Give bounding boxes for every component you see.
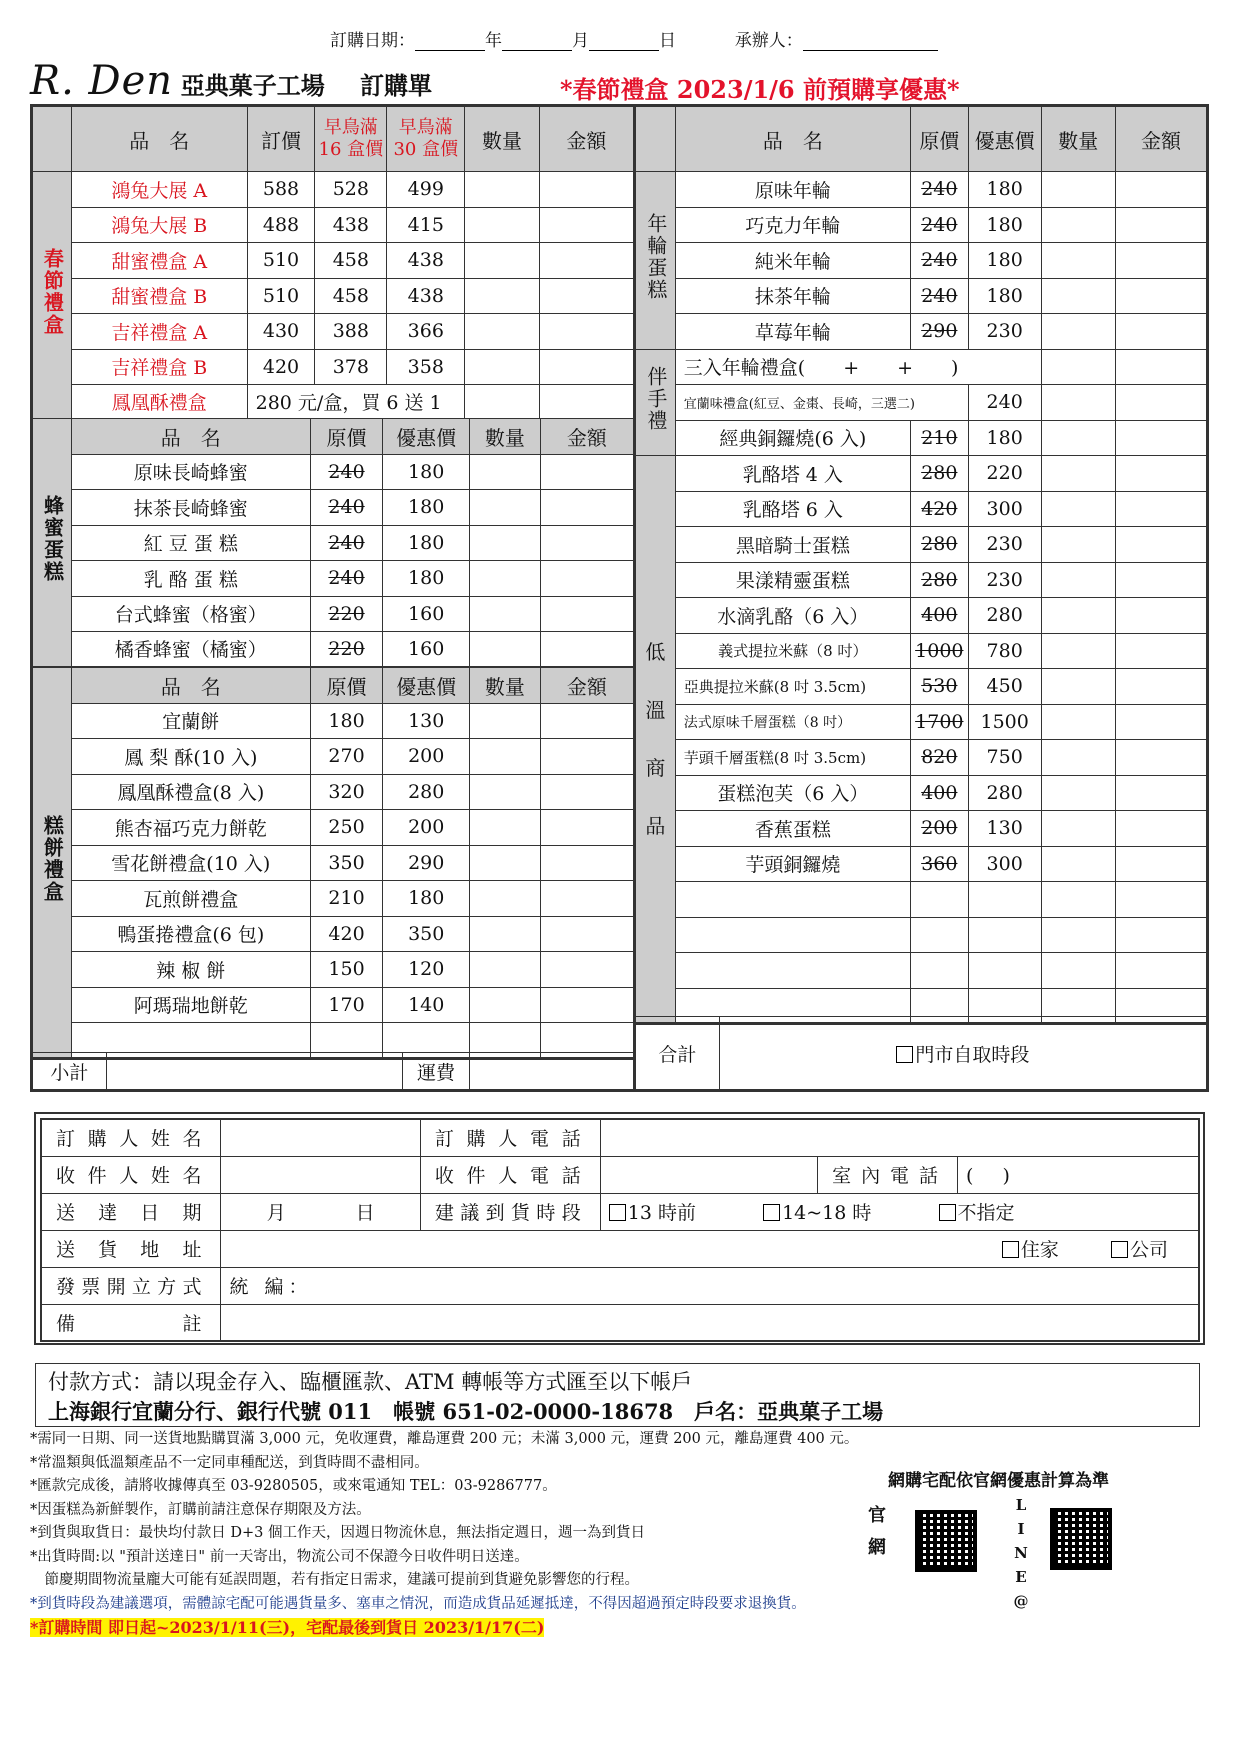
qty-cell[interactable] [465,243,540,279]
invoice-field[interactable]: 統 編： [221,1267,1199,1304]
table-row: 芋頭千層蛋糕(8 吋 3.5cm) 820 750 [635,740,1208,776]
order-deadline: *訂購時間 即日起~2023/1/11(三)，宅配最後到貨日 2023/1/17(二) [30,1618,545,1637]
category-cookie: 糕餅禮盒 [32,668,72,1059]
amount-cell[interactable] [539,278,634,314]
table-row [635,882,1208,918]
home-checkbox[interactable] [1002,1241,1019,1258]
table-row: 吉祥禮盒 B 420 378 358 [32,349,635,385]
table-row: 芋頭銅鑼燒 360 300 [635,846,1208,882]
table-row: 黑暗騎士蛋糕 280 230 [635,527,1208,563]
amount-cell[interactable] [539,243,634,279]
recipient-name-field[interactable] [221,1156,420,1193]
table-row: 甜蜜禮盒 A 510 458 438 [32,243,635,279]
category-newyear: 春節禮盒 [32,172,72,421]
table-row: 宜蘭味禮盒(紅豆、金棗、長崎，三選二) 240 [635,385,1208,421]
slot-14-18-checkbox[interactable] [763,1204,780,1221]
left-cookie-table: 糕餅禮盒 品 名 原價 優惠價 數量 金額 宜蘭餅 180 130 鳳 梨 酥(10 入) 270 200 鳳凰酥禮盒(8 入) 320 280 熊杏福巧克力餅乾 250 200 雪花餅禮盒(10 入) 350 290 瓦煎餅禮盒 210 180 鴨蛋捲禮盒(6 包) 420 350 辣 椒 餅 150 120 阿瑪瑞地餅乾 170 140 [30,667,636,1060]
table-row: 鴻兔大展 B 488 438 415 [32,207,635,243]
qty-cell[interactable] [465,349,540,385]
category-cold: 低 溫 商 品 [635,456,676,1024]
table-row: 熊杏福巧克力餅乾 250 200 [32,810,635,846]
shipping-field[interactable] [469,1053,634,1091]
table-row: 義式提拉米蘇（8 吋） 1000 780 [635,633,1208,669]
pickup-checkbox[interactable] [896,1046,913,1063]
category-ring: 年輪蛋糕 [635,172,676,350]
table-row: 原味長崎蜂蜜 240 180 [32,454,635,490]
brand-logo: R. Den [30,58,174,104]
table-row: 宜蘭餅 180 130 [32,703,635,739]
brand-title: R. Den 亞典菓子工場 訂購單 [30,58,432,104]
table-row: 甜蜜禮盒 B 510 458 438 [32,278,635,314]
home-phone-field[interactable]: ( ) [958,1156,1199,1193]
remark-field[interactable] [221,1304,1199,1341]
amount-cell[interactable] [539,385,634,421]
right-product-table: 品 名 原價 優惠價 數量 金額 年輪蛋糕 原味年輪 240 180 巧克力年輪 240 180 純米年輪 240 180 抹茶年輪 240 180 草莓年輪 290 230 伴手禮 三入年輪禮盒( + + ) 宜蘭味禮盒(紅豆、金棗、長崎，三選二) 240 經典銅鑼燒(6 入) 210 180 低 溫 商 品 乳酪塔 4 入 280 220 乳酪塔 6 入 420 300 黑暗騎士蛋糕 280 230 果漾精靈蛋糕 280 230 水滴乳酪（6 入） 400 280 義式提拉米蘇（8 吋） 1000 780 亞典提拉米蘇(8 吋 3.5cm) 530 450 法式原味千層蛋糕（8 吋） 1700 1500 芋頭千層蛋糕(8 吋 3.5cm) 820 750 蛋糕泡芙（6 入） 400 280 香蕉蛋糕 200 130 芋頭銅鑼燒 360 300 [633,104,1209,1025]
table-row: 亞典提拉米蘇(8 吋 3.5cm) 530 450 [635,669,1208,705]
table-row: 抹茶長崎蜂蜜 240 180 [32,490,635,526]
buyer-phone-field[interactable] [600,1119,1199,1156]
table-row: 瓦煎餅禮盒 210 180 [32,881,635,917]
table-row: 辣 椒 餅 150 120 [32,952,635,988]
table-row: 吉祥禮盒 A 430 388 366 [32,314,635,350]
slot-13-checkbox[interactable] [609,1204,626,1221]
total-row: 合計 門市自取時段 [633,1016,1209,1092]
table-row: 水滴乳酪（6 入） 400 280 [635,598,1208,634]
table-row [635,953,1208,989]
amount-cell[interactable] [539,172,634,208]
qty-cell[interactable] [465,278,540,314]
official-site-qr[interactable] [915,1510,977,1572]
promo-banner: *春節禮盒 2023/1/6 前預購享優惠* [560,75,960,104]
table-row: 紅 豆 蛋 糕 240 180 [32,525,635,561]
table-row: 經典銅鑼燒(6 入) 210 180 [635,420,1208,456]
table-row: 橘香蜂蜜（橘蜜） 220 160 [32,632,635,668]
qty-cell[interactable] [465,385,540,421]
table-row: 草莓年輪 290 230 [635,314,1208,350]
line-label: LINE@ [1012,1496,1030,1616]
line-qr[interactable] [1050,1508,1112,1570]
recipient-phone-field[interactable] [600,1156,817,1193]
table-row: 低 溫 商 品 乳酪塔 4 入 280 220 [635,456,1208,492]
table-row [635,917,1208,953]
form-title: 訂購單 [359,71,432,100]
notes: *需同一日期、同一送貨地點購買滿 3,000 元，免收運費，離島運費 200 元；未滿 3,000 元，運費 200 元，離島運費 400 元。 *常溫類與低溫類產品不一定同車種配送，到貨時間不盡相同。 *匯款完成後，請將收據傳真至 03-9280505，或來電通知 TEL：03-9286777。 *因蛋糕為新鮮製作，訂購前請注意保存期限及方法。 *到貨與取貨日：最快均付款日 D+3 個工作天，因週日物流休息，無法指定週日，週一為到貨日 *出貨時間:以 "預計送達日" 前一天寄出，物流公司不保證今日收件明日送達。 節慶期間物流量龐大可能有延誤問題，若有指定日需求，建議可提前到貨避免影響您的行程。 *到貨時段為建議選項，需體諒宅配可能遇貨量多、塞車之情況，而造成貨品延遲抵達，不得因超過預定時段要求退換貨。 *訂購時間 即日起~2023/1/11(三)，宅配最後到貨日 2023/1/17(二) [30,1431,859,1637]
bank-account: 上海銀行宜蘭分行、銀行代號 011 帳號 651-02-0000-18678 戶名：亞典菓子工場 [48,1399,884,1424]
table-row: 抹茶年輪 240 180 [635,278,1208,314]
table-row: 巧克力年輪 240 180 [635,207,1208,243]
amount-cell[interactable] [539,349,634,385]
pickup-option[interactable]: 門市自取時段 [719,1017,1207,1091]
address-field[interactable]: 住家 公司 [221,1230,1199,1267]
table-row: 伴手禮 三入年輪禮盒( + + ) [635,349,1208,385]
left-honey-table: 蜂蜜蛋糕 品 名 原價 優惠價 數量 金額 原味長崎蜂蜜 240 180 抹茶長崎蜂蜜 240 180 紅 豆 蛋 糕 240 180 乳 酪 蛋 糕 240 180 台式蜂蜜（格蜜） 220 160 橘香蜂蜜（橘蜜） 220 160 [30,418,636,669]
buyer-name-field[interactable] [221,1119,420,1156]
amount-cell[interactable] [539,207,634,243]
category-gift: 伴手禮 [635,349,676,456]
category-honey: 蜂蜜蛋糕 [32,419,72,668]
table-row: 鴨蛋捲禮盒(6 包) 420 350 [32,916,635,952]
slot-any-checkbox[interactable] [939,1204,956,1221]
online-note: 網購宅配依官網優惠計算為準 [888,1471,1109,1491]
payment-box: 付款方式：請以現金存入、臨櫃匯款、ATM 轉帳等方式匯至以下帳戶 上海銀行宜蘭分行、銀行代號 011 帳號 651-02-0000-18678 戶名：亞典菓子工場 [35,1363,1200,1427]
order-date-line: 訂購日期： 年 月 日 承辦人： [330,26,938,51]
table-row: 年輪蛋糕 原味年輪 240 180 [635,172,1208,208]
table-row: 鳳凰酥禮盒(8 入) 320 280 [32,774,635,810]
qty-cell[interactable] [465,207,540,243]
table-row: 阿瑪瑞地餅乾 170 140 [32,987,635,1023]
table-row: 香蕉蛋糕 200 130 [635,811,1208,847]
amount-cell[interactable] [539,314,634,350]
customer-form: 訂購人姓名 訂購人電話 收件人姓名 收件人電話 室內電話 ( ) 送達日期 月 日 建議到貨時段 13 時前 14~18 時 不指定 送貨地址 住家 公司 發票開立方式 統 編： 備註 [40,1118,1200,1342]
table-row: 雪花餅禮盒(10 入) 350 290 [32,845,635,881]
subtotal-field[interactable] [106,1053,402,1091]
table-row: 台式蜂蜜（格蜜） 220 160 [32,596,635,632]
table-row: 果漾精靈蛋糕 280 230 [635,562,1208,598]
table-row: 法式原味千層蛋糕（8 吋） 1700 1500 [635,704,1208,740]
left-product-table: 品 名 訂價 早鳥滿 16 盒價 早鳥滿 30 盒價 數量 金額 春節禮盒 鴻兔大展 A 588 528 499 鴻兔大展 B 488 438 415 甜蜜禮盒 A 510 458 438 甜蜜禮盒 B 510 458 438 吉祥禮盒 A 430 388 366 吉祥禮盒 B 420 378 358 鳳凰酥禮盒 280 元/盒，買 6 送 1 [30,104,636,422]
table-row: 純米年輪 240 180 [635,243,1208,279]
qty-cell[interactable] [465,172,540,208]
company-checkbox[interactable] [1111,1241,1128,1258]
qty-cell[interactable] [465,314,540,350]
table-row: 春節禮盒 鴻兔大展 A 588 528 499 [32,172,635,208]
table-row: 蛋糕泡芙（6 入） 400 280 [635,775,1208,811]
delivery-slot-options[interactable]: 13 時前 14~18 時 不指定 [600,1193,1199,1230]
table-row: 鳳凰酥禮盒 280 元/盒，買 6 送 1 [32,385,635,421]
delivery-date-field[interactable]: 月 日 [221,1193,420,1230]
official-site-label: 官網 [865,1505,886,1569]
subtotal-row: 小計 運費 [30,1052,636,1092]
table-row: 乳 酪 蛋 糕 240 180 [32,561,635,597]
table-row: 乳酪塔 6 入 420 300 [635,491,1208,527]
table-row: 鳳 梨 酥(10 入) 270 200 [32,739,635,775]
